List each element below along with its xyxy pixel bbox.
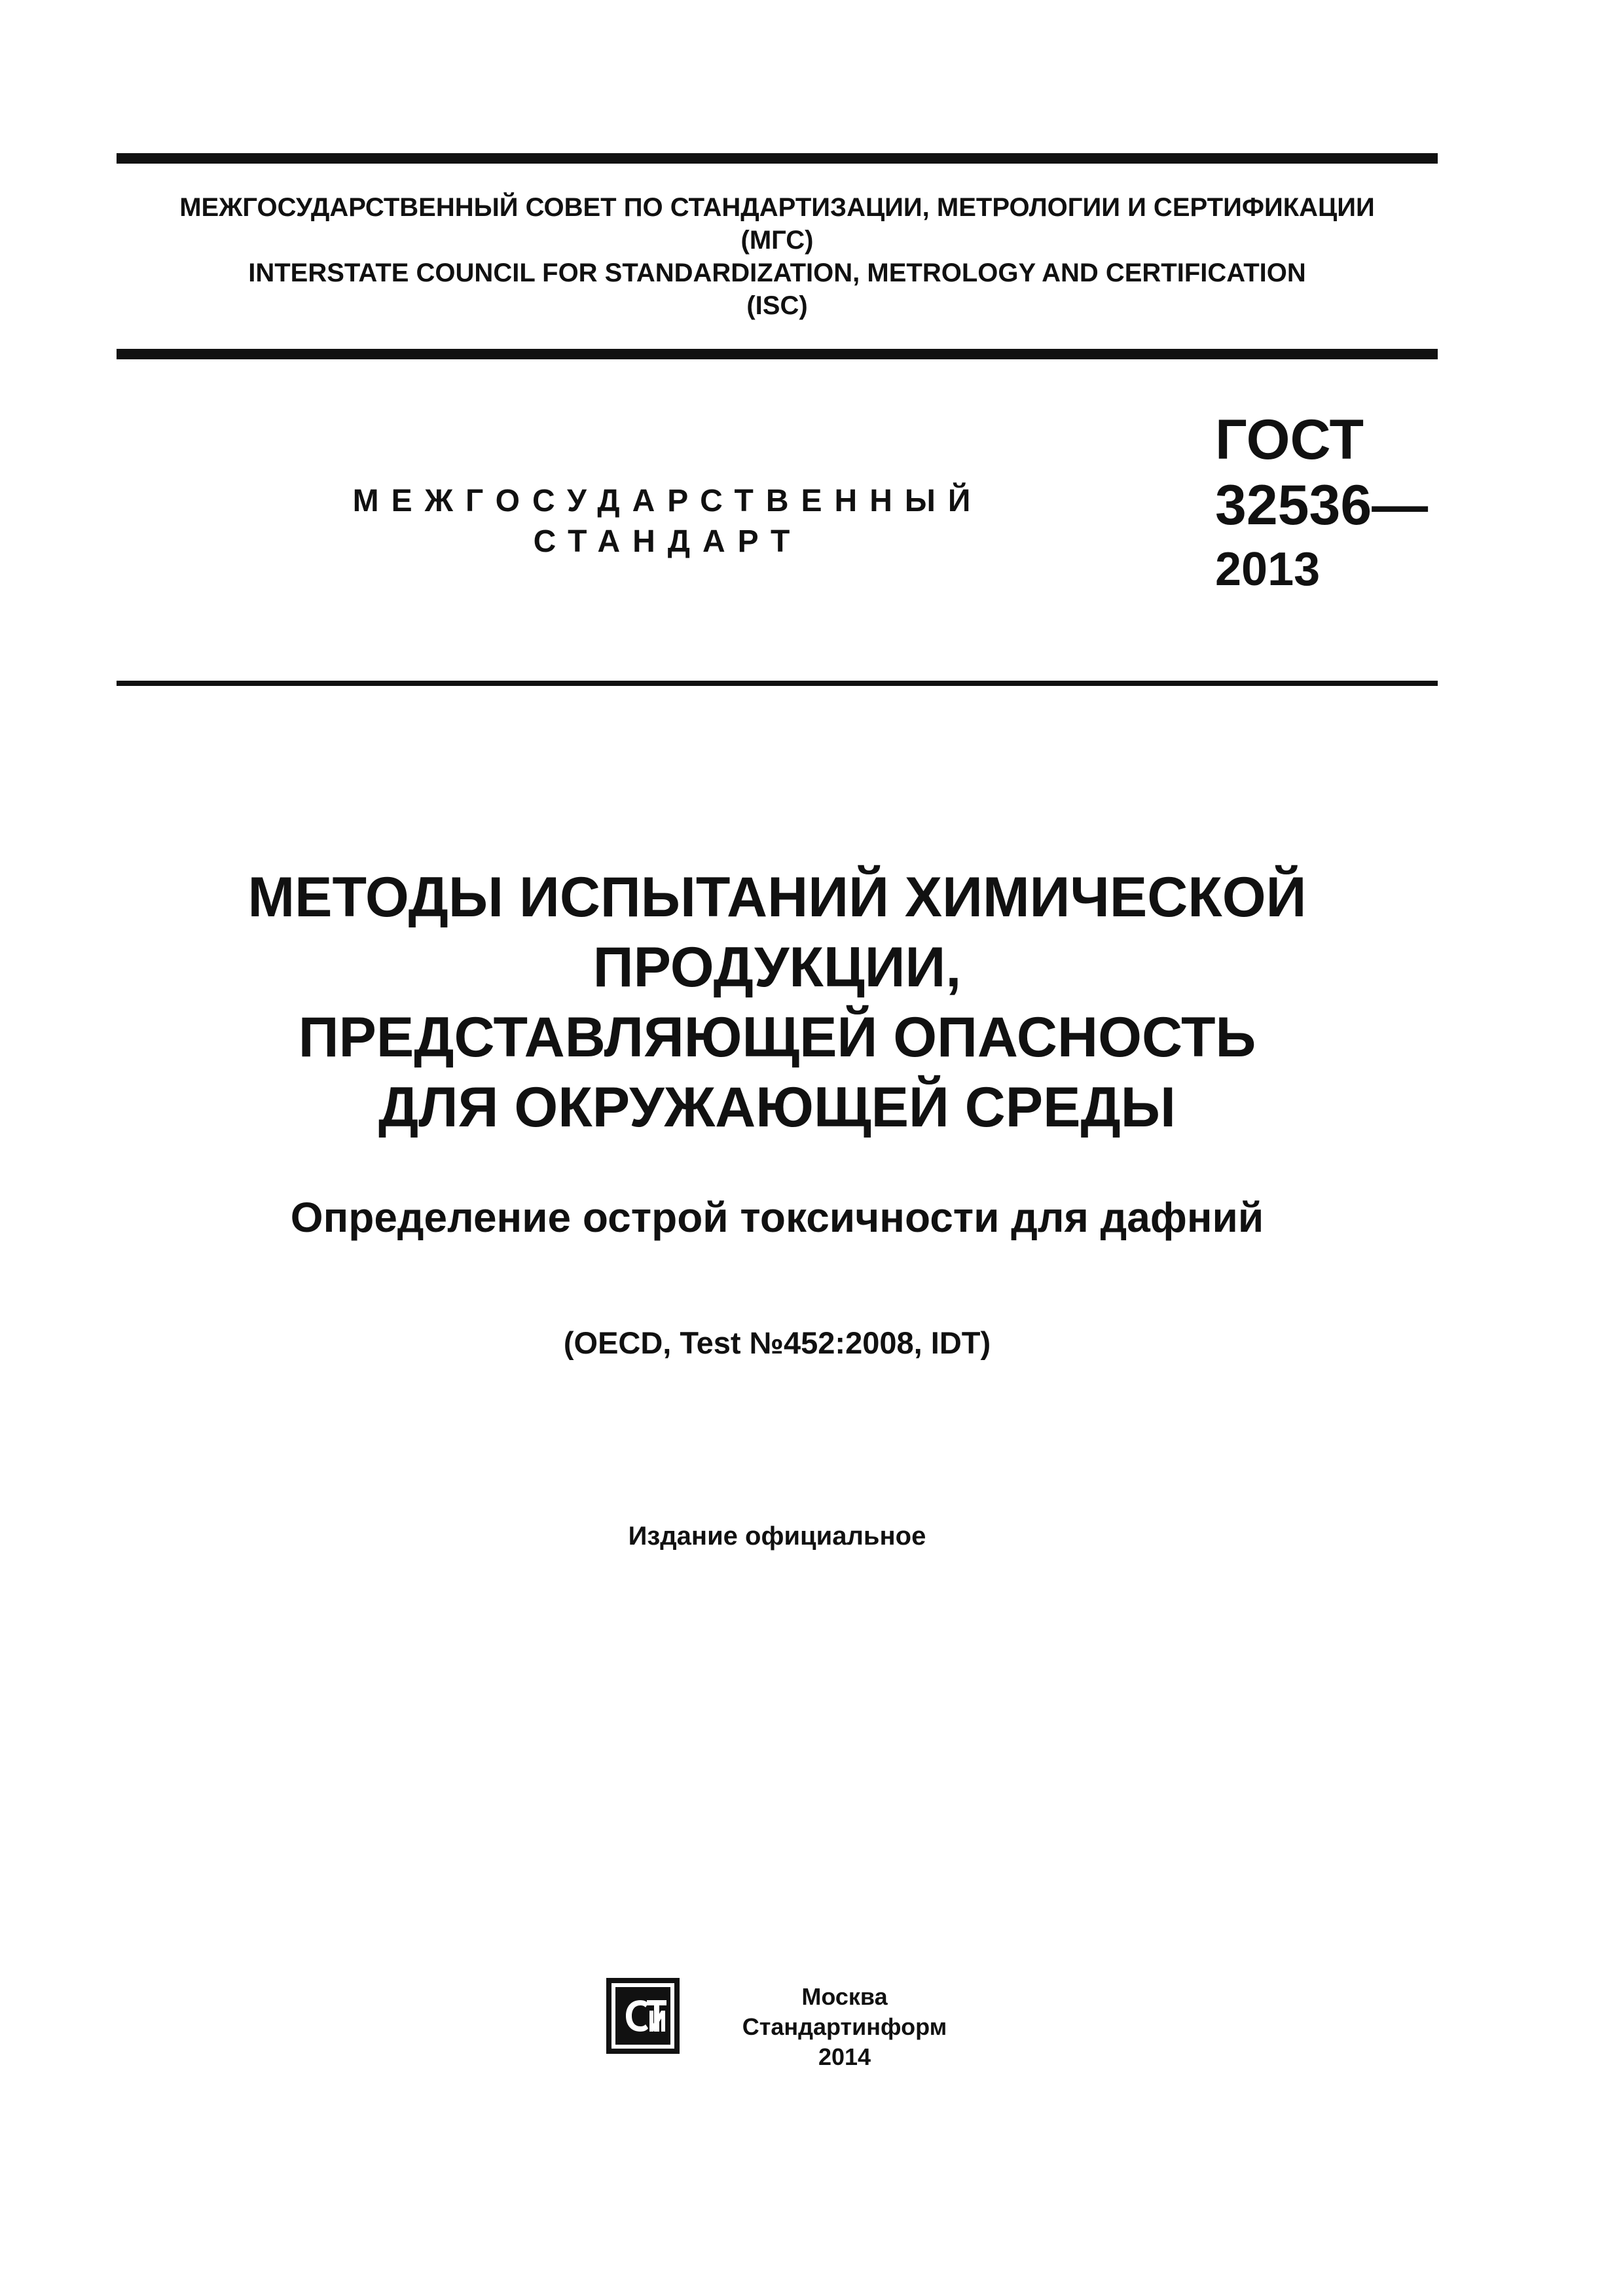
standartinform-logo-icon: [606, 1978, 680, 2054]
top-rule: [117, 153, 1438, 164]
publisher-block: [707, 1982, 982, 2072]
gost-number: 32536—: [1215, 474, 1429, 537]
standard-type-line1: МЕЖГОСУДАРСТВЕННЫЙ: [352, 484, 983, 518]
reference-designation: (OECD, Test №452:2008, IDT): [563, 1325, 991, 1360]
title-line: МЕТОДЫ ИСПЫТАНИЙ ХИМИЧЕСКОЙ: [247, 866, 1307, 929]
title-line: ПРОДУКЦИИ,: [593, 936, 962, 999]
document-title: [117, 863, 1438, 1143]
publisher-name: Стандартинформ: [742, 2013, 947, 2040]
title-line: ДЛЯ ОКРУЖАЮЩЕЙ СРЕДЫ: [378, 1076, 1176, 1139]
thin-rule: [117, 681, 1438, 686]
title-line: ПРЕДСТАВЛЯЮЩЕЙ ОПАСНОСТЬ: [298, 1006, 1256, 1069]
council-name-en: INTERSTATE COUNCIL FOR STANDARDIZATION, METROLOGY AND CERTIFICATION: [248, 259, 1306, 287]
standard-type: [340, 481, 995, 562]
publisher-city: Москва: [801, 1983, 888, 2010]
council-abbr-en: (ISC): [746, 291, 808, 320]
edition-label: Издание официальное: [628, 1522, 926, 1551]
gost-label: ГОСТ: [1215, 408, 1364, 471]
gost-year: 2013: [1215, 543, 1321, 596]
council-header: [117, 191, 1438, 322]
middle-rule: [117, 349, 1438, 359]
standard-type-line2: СТАНДАРТ: [533, 524, 803, 559]
publisher-year: 2014: [818, 2043, 871, 2070]
document-subtitle: Определение острой токсичности для дафний: [290, 1194, 1264, 1241]
gost-designation: [1215, 407, 1428, 601]
council-abbr-ru: (МГС): [740, 226, 814, 255]
council-name-ru: МЕЖГОСУДАРСТВЕННЫЙ СОВЕТ ПО СТАНДАРТИЗАЦИИ, МЕТРОЛОГИИ И СЕРТИФИКАЦИИ: [179, 193, 1375, 222]
